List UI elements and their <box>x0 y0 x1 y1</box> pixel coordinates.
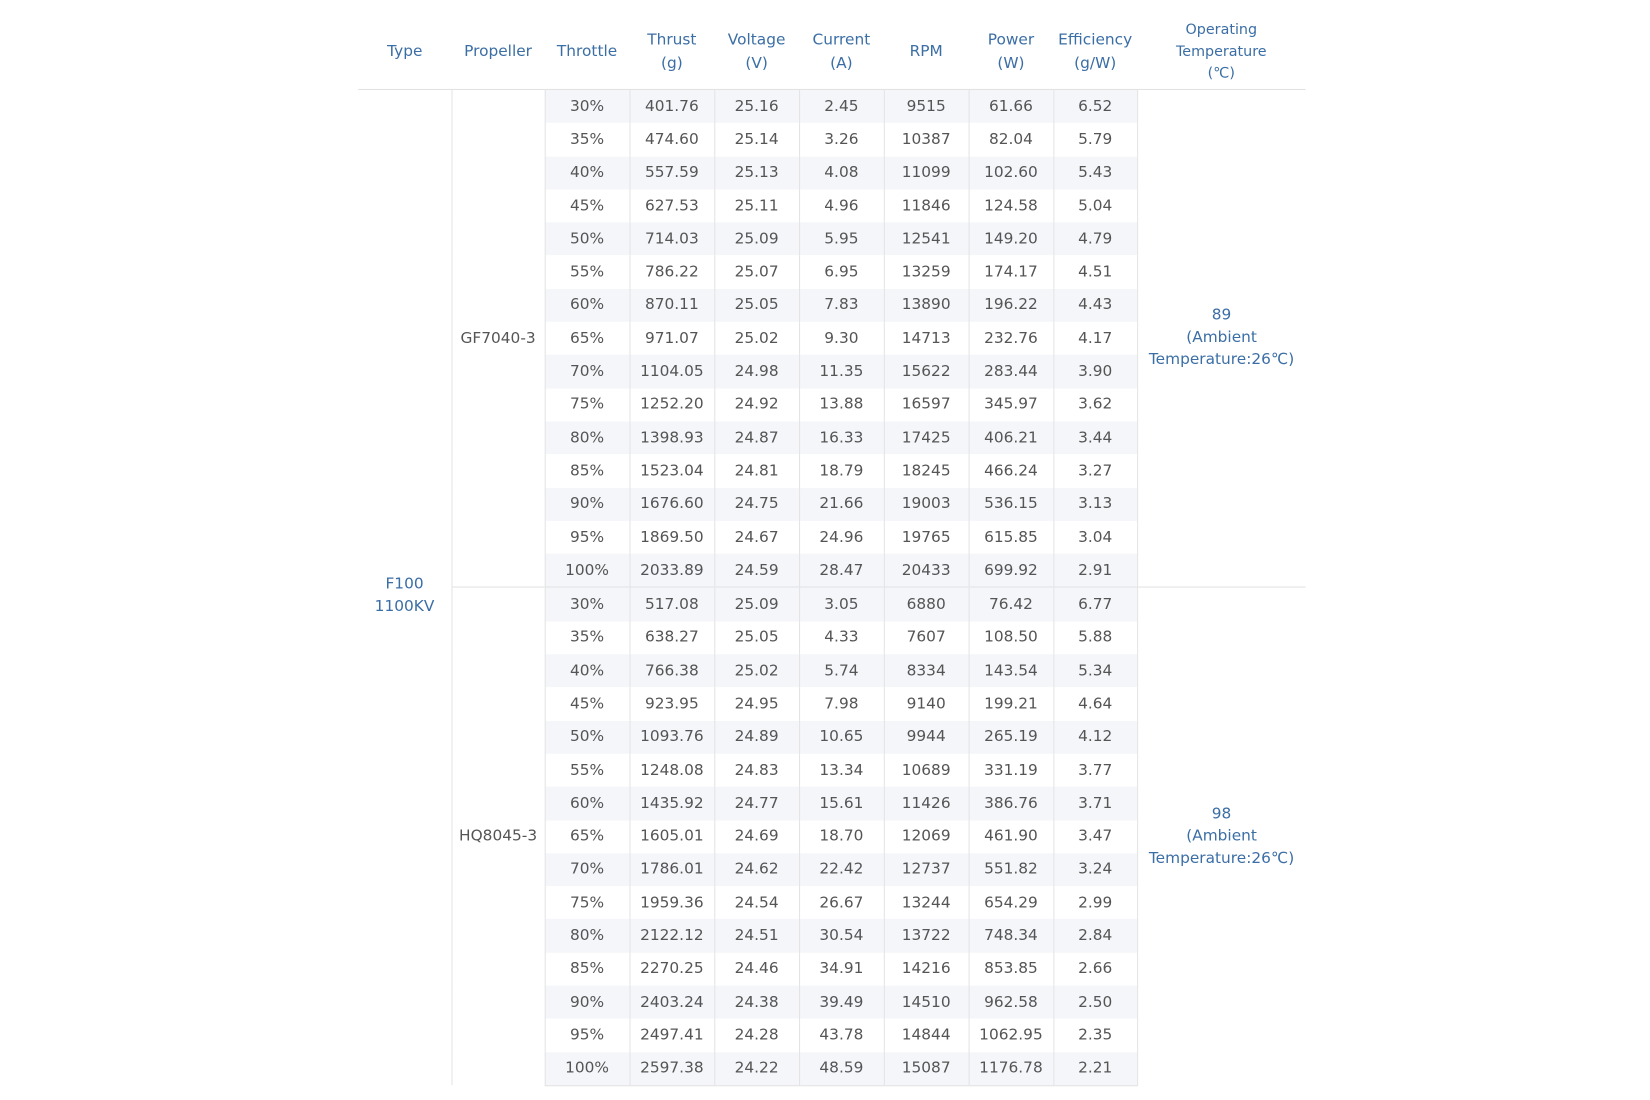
efficiency-cell: 3.47 <box>1053 820 1137 853</box>
current-cell: 13.88 <box>799 388 884 421</box>
efficiency-cell: 2.50 <box>1053 986 1137 1019</box>
voltage-cell: 25.16 <box>714 89 799 123</box>
current-cell: 39.49 <box>799 986 884 1019</box>
thrust-cell: 1252.20 <box>629 388 714 421</box>
header-current-unit: (A) <box>830 55 853 72</box>
power-cell: 102.60 <box>969 156 1054 189</box>
rpm-cell: 6880 <box>884 588 969 622</box>
throttle-cell: 90% <box>545 488 630 521</box>
thrust-cell: 923.95 <box>629 687 714 720</box>
efficiency-cell: 4.79 <box>1053 223 1137 256</box>
efficiency-cell: 2.84 <box>1053 919 1137 952</box>
operating-temperature-line-1: 98 <box>1211 805 1232 823</box>
power-cell: 331.19 <box>969 754 1054 787</box>
current-cell: 6.95 <box>799 256 884 289</box>
motor-type-line-2: 1100KV <box>374 598 435 616</box>
voltage-cell: 24.98 <box>714 355 799 388</box>
throttle-cell: 45% <box>545 189 630 222</box>
header-power-unit: (W) <box>997 55 1025 72</box>
efficiency-cell: 3.71 <box>1053 787 1137 820</box>
thrust-cell: 1676.60 <box>629 488 714 521</box>
rpm-cell: 17425 <box>884 421 969 454</box>
voltage-cell: 24.95 <box>714 687 799 720</box>
rpm-cell: 12737 <box>884 853 969 886</box>
current-cell: 15.61 <box>799 787 884 820</box>
voltage-cell: 24.75 <box>714 488 799 521</box>
current-cell: 11.35 <box>799 355 884 388</box>
efficiency-cell: 4.43 <box>1053 289 1137 322</box>
efficiency-cell: 4.12 <box>1053 721 1137 754</box>
voltage-cell: 25.02 <box>714 322 799 355</box>
rpm-cell: 12069 <box>884 820 969 853</box>
header-propeller-line: Propeller <box>464 43 533 61</box>
header-optemp-line-1: Operating <box>1185 21 1258 39</box>
voltage-cell: 25.07 <box>714 256 799 289</box>
current-cell: 28.47 <box>799 554 884 588</box>
efficiency-cell: 3.13 <box>1053 488 1137 521</box>
thrust-cell: 1869.50 <box>629 521 714 554</box>
thrust-cell: 766.38 <box>629 654 714 687</box>
voltage-cell: 24.28 <box>714 1019 799 1052</box>
throttle-cell: 75% <box>545 388 630 421</box>
throttle-cell: 35% <box>545 621 630 654</box>
current-cell: 3.05 <box>799 588 884 622</box>
header-voltage-unit: (V) <box>745 55 768 72</box>
current-cell: 7.98 <box>799 687 884 720</box>
thrust-cell: 2270.25 <box>629 953 714 986</box>
rpm-cell: 11426 <box>884 787 969 820</box>
rpm-cell: 19003 <box>884 488 969 521</box>
header-rpm <box>884 15 969 90</box>
efficiency-cell: 3.77 <box>1053 754 1137 787</box>
current-cell: 3.26 <box>799 123 884 156</box>
efficiency-cell: 2.91 <box>1053 554 1137 588</box>
rpm-cell: 9515 <box>884 89 969 123</box>
voltage-cell: 24.38 <box>714 986 799 1019</box>
voltage-cell: 25.09 <box>714 223 799 256</box>
throttle-cell: 80% <box>545 919 630 952</box>
throttle-cell: 85% <box>545 953 630 986</box>
thrust-cell: 638.27 <box>629 621 714 654</box>
voltage-cell: 25.02 <box>714 654 799 687</box>
header-row <box>358 15 1305 90</box>
efficiency-cell: 3.24 <box>1053 853 1137 886</box>
header-throttle <box>545 15 630 90</box>
efficiency-cell: 3.27 <box>1053 454 1137 487</box>
voltage-cell: 24.77 <box>714 787 799 820</box>
header-throttle-line: Throttle <box>556 43 618 61</box>
thrust-cell: 474.60 <box>629 123 714 156</box>
current-cell: 13.34 <box>799 754 884 787</box>
power-cell: 149.20 <box>969 223 1054 256</box>
rpm-cell: 13890 <box>884 289 969 322</box>
current-cell: 18.70 <box>799 820 884 853</box>
throttle-cell: 95% <box>545 521 630 554</box>
voltage-cell: 25.09 <box>714 588 799 622</box>
voltage-cell: 24.54 <box>714 886 799 919</box>
rpm-cell: 14844 <box>884 1019 969 1052</box>
voltage-cell: 24.81 <box>714 454 799 487</box>
header-operating-temperature <box>1137 15 1305 90</box>
header-type <box>358 15 451 90</box>
throttle-cell: 55% <box>545 754 630 787</box>
header-type-line: Type <box>387 43 423 61</box>
header-rpm-line: RPM <box>909 43 943 61</box>
rpm-cell: 19765 <box>884 521 969 554</box>
rpm-cell: 7607 <box>884 621 969 654</box>
header-thrust <box>629 15 714 90</box>
efficiency-cell: 2.21 <box>1053 1052 1137 1086</box>
voltage-cell: 25.05 <box>714 289 799 322</box>
propeller-cell: HQ8045-3 <box>451 588 544 1086</box>
voltage-cell: 24.69 <box>714 820 799 853</box>
thrust-cell: 1248.08 <box>629 754 714 787</box>
throttle-cell: 90% <box>545 986 630 1019</box>
table-body <box>358 89 1305 1085</box>
power-cell: 76.42 <box>969 588 1054 622</box>
power-cell: 615.85 <box>969 521 1054 554</box>
throttle-cell: 95% <box>545 1019 630 1052</box>
throttle-cell: 60% <box>545 787 630 820</box>
thrust-cell: 1398.93 <box>629 421 714 454</box>
thrust-cell: 2597.38 <box>629 1052 714 1086</box>
power-cell: 345.97 <box>969 388 1054 421</box>
header-propeller <box>451 15 544 90</box>
power-cell: 61.66 <box>969 89 1054 123</box>
throttle-cell: 75% <box>545 886 630 919</box>
efficiency-cell: 6.52 <box>1053 89 1137 123</box>
throttle-cell: 60% <box>545 289 630 322</box>
power-cell: 748.34 <box>969 919 1054 952</box>
voltage-cell: 24.46 <box>714 953 799 986</box>
thrust-cell: 1093.76 <box>629 721 714 754</box>
thrust-cell: 971.07 <box>629 322 714 355</box>
rpm-cell: 14216 <box>884 953 969 986</box>
current-cell: 48.59 <box>799 1052 884 1086</box>
current-cell: 5.74 <box>799 654 884 687</box>
efficiency-cell: 5.43 <box>1053 156 1137 189</box>
power-cell: 283.44 <box>969 355 1054 388</box>
throttle-cell: 100% <box>545 554 630 588</box>
thrust-cell: 1959.36 <box>629 886 714 919</box>
power-cell: 265.19 <box>969 721 1054 754</box>
throttle-cell: 50% <box>545 223 630 256</box>
rpm-cell: 20433 <box>884 554 969 588</box>
operating-temperature-cell <box>1137 89 1305 587</box>
thrust-cell: 557.59 <box>629 156 714 189</box>
table-row <box>358 588 1305 622</box>
voltage-cell: 25.11 <box>714 189 799 222</box>
voltage-cell: 25.13 <box>714 156 799 189</box>
header-current-line: Current <box>812 31 871 49</box>
efficiency-cell: 5.79 <box>1053 123 1137 156</box>
operating-temperature-cell <box>1137 588 1305 1086</box>
efficiency-cell: 5.34 <box>1053 654 1137 687</box>
throttle-cell: 65% <box>545 820 630 853</box>
voltage-cell: 24.62 <box>714 853 799 886</box>
rpm-cell: 11099 <box>884 156 969 189</box>
rpm-cell: 18245 <box>884 454 969 487</box>
efficiency-cell: 3.90 <box>1053 355 1137 388</box>
power-cell: 386.76 <box>969 787 1054 820</box>
efficiency-cell: 3.04 <box>1053 521 1137 554</box>
throttle-cell: 80% <box>545 421 630 454</box>
current-cell: 43.78 <box>799 1019 884 1052</box>
voltage-cell: 25.14 <box>714 123 799 156</box>
voltage-cell: 24.59 <box>714 554 799 588</box>
power-cell: 536.15 <box>969 488 1054 521</box>
current-cell: 18.79 <box>799 454 884 487</box>
header-current <box>799 15 884 90</box>
current-cell: 4.33 <box>799 621 884 654</box>
efficiency-cell: 4.17 <box>1053 322 1137 355</box>
rpm-cell: 10689 <box>884 754 969 787</box>
power-cell: 406.21 <box>969 421 1054 454</box>
header-voltage <box>714 15 799 90</box>
header-power-line: Power <box>987 31 1035 49</box>
rpm-cell: 8334 <box>884 654 969 687</box>
thrust-cell: 1104.05 <box>629 355 714 388</box>
thrust-cell: 2403.24 <box>629 986 714 1019</box>
efficiency-cell: 5.88 <box>1053 621 1137 654</box>
rpm-cell: 14713 <box>884 322 969 355</box>
current-cell: 30.54 <box>799 919 884 952</box>
operating-temperature-line-3: Temperature:26℃) <box>1148 850 1295 867</box>
power-cell: 124.58 <box>969 189 1054 222</box>
thrust-cell: 1786.01 <box>629 853 714 886</box>
power-cell: 551.82 <box>969 853 1054 886</box>
rpm-cell: 16597 <box>884 388 969 421</box>
power-cell: 82.04 <box>969 123 1054 156</box>
current-cell: 5.95 <box>799 223 884 256</box>
current-cell: 24.96 <box>799 521 884 554</box>
operating-temperature-line-2: (Ambient <box>1186 329 1257 347</box>
thrust-cell: 1523.04 <box>629 454 714 487</box>
current-cell: 21.66 <box>799 488 884 521</box>
power-cell: 1062.95 <box>969 1019 1054 1052</box>
thrust-cell: 2122.12 <box>629 919 714 952</box>
power-cell: 174.17 <box>969 256 1054 289</box>
voltage-cell: 24.92 <box>714 388 799 421</box>
header-power <box>969 15 1054 90</box>
table-header <box>358 15 1305 90</box>
voltage-cell: 24.22 <box>714 1052 799 1086</box>
throttle-cell: 30% <box>545 89 630 123</box>
rpm-cell: 10387 <box>884 123 969 156</box>
throttle-cell: 40% <box>545 654 630 687</box>
voltage-cell: 24.89 <box>714 721 799 754</box>
current-cell: 2.45 <box>799 89 884 123</box>
efficiency-cell: 2.66 <box>1053 953 1137 986</box>
current-cell: 9.30 <box>799 322 884 355</box>
thrust-cell: 714.03 <box>629 223 714 256</box>
power-cell: 143.54 <box>969 654 1054 687</box>
efficiency-cell: 2.99 <box>1053 886 1137 919</box>
current-cell: 34.91 <box>799 953 884 986</box>
power-cell: 461.90 <box>969 820 1054 853</box>
power-cell: 232.76 <box>969 322 1054 355</box>
voltage-cell: 24.51 <box>714 919 799 952</box>
thrust-cell: 870.11 <box>629 289 714 322</box>
header-efficiency-unit: (g/W) <box>1074 55 1117 72</box>
thrust-cell: 1605.01 <box>629 820 714 853</box>
power-cell: 196.22 <box>969 289 1054 322</box>
rpm-cell: 15622 <box>884 355 969 388</box>
throttle-cell: 100% <box>545 1052 630 1086</box>
thrust-cell: 1435.92 <box>629 787 714 820</box>
current-cell: 10.65 <box>799 721 884 754</box>
thrust-cell: 627.53 <box>629 189 714 222</box>
motor-performance-table <box>358 15 1305 1086</box>
efficiency-cell: 3.62 <box>1053 388 1137 421</box>
rpm-cell: 13244 <box>884 886 969 919</box>
power-cell: 1176.78 <box>969 1052 1054 1086</box>
current-cell: 4.96 <box>799 189 884 222</box>
efficiency-cell: 4.51 <box>1053 256 1137 289</box>
header-efficiency-line: Efficiency <box>1058 31 1133 49</box>
thrust-cell: 401.76 <box>629 89 714 123</box>
voltage-cell: 24.83 <box>714 754 799 787</box>
voltage-cell: 25.05 <box>714 621 799 654</box>
thrust-cell: 786.22 <box>629 256 714 289</box>
header-optemp-unit: (℃) <box>1207 64 1235 82</box>
power-cell: 199.21 <box>969 687 1054 720</box>
thrust-cell: 517.08 <box>629 588 714 622</box>
motor-type-cell <box>358 89 451 1085</box>
rpm-cell: 11846 <box>884 189 969 222</box>
current-cell: 22.42 <box>799 853 884 886</box>
header-optemp-line-2: Temperature <box>1175 42 1267 60</box>
rpm-cell: 13722 <box>884 919 969 952</box>
operating-temperature-line-3: Temperature:26℃) <box>1148 351 1295 369</box>
throttle-cell: 30% <box>545 588 630 622</box>
rpm-cell: 9140 <box>884 687 969 720</box>
power-cell: 466.24 <box>969 454 1054 487</box>
rpm-cell: 15087 <box>884 1052 969 1086</box>
header-efficiency <box>1053 15 1137 90</box>
current-cell: 26.67 <box>799 886 884 919</box>
thrust-cell: 2033.89 <box>629 554 714 588</box>
table-row <box>358 89 1305 123</box>
rpm-cell: 13259 <box>884 256 969 289</box>
throttle-cell: 85% <box>545 454 630 487</box>
throttle-cell: 55% <box>545 256 630 289</box>
rpm-cell: 12541 <box>884 223 969 256</box>
power-cell: 108.50 <box>969 621 1054 654</box>
propeller-cell: GF7040-3 <box>451 89 544 587</box>
power-cell: 699.92 <box>969 554 1054 588</box>
throttle-cell: 70% <box>545 355 630 388</box>
throttle-cell: 45% <box>545 687 630 720</box>
header-voltage-line: Voltage <box>727 31 786 49</box>
power-cell: 853.85 <box>969 953 1054 986</box>
operating-temperature-line-2: (Ambient <box>1186 827 1257 845</box>
throttle-cell: 50% <box>545 721 630 754</box>
efficiency-cell: 4.64 <box>1053 687 1137 720</box>
header-thrust-unit: (g) <box>660 55 683 72</box>
power-cell: 962.58 <box>969 986 1054 1019</box>
efficiency-cell: 5.04 <box>1053 189 1137 222</box>
efficiency-cell: 3.44 <box>1053 421 1137 454</box>
motor-type-line-1: F100 <box>385 576 424 594</box>
throttle-cell: 35% <box>545 123 630 156</box>
thrust-cell: 2497.41 <box>629 1019 714 1052</box>
header-thrust-line: Thrust <box>647 31 697 49</box>
rpm-cell: 14510 <box>884 986 969 1019</box>
current-cell: 4.08 <box>799 156 884 189</box>
current-cell: 7.83 <box>799 289 884 322</box>
throttle-cell: 65% <box>545 322 630 355</box>
efficiency-cell: 6.77 <box>1053 588 1137 622</box>
power-cell: 654.29 <box>969 886 1054 919</box>
voltage-cell: 24.67 <box>714 521 799 554</box>
throttle-cell: 40% <box>545 156 630 189</box>
rpm-cell: 9944 <box>884 721 969 754</box>
throttle-cell: 70% <box>545 853 630 886</box>
current-cell: 16.33 <box>799 421 884 454</box>
operating-temperature-line-1: 89 <box>1211 307 1232 325</box>
efficiency-cell: 2.35 <box>1053 1019 1137 1052</box>
voltage-cell: 24.87 <box>714 421 799 454</box>
